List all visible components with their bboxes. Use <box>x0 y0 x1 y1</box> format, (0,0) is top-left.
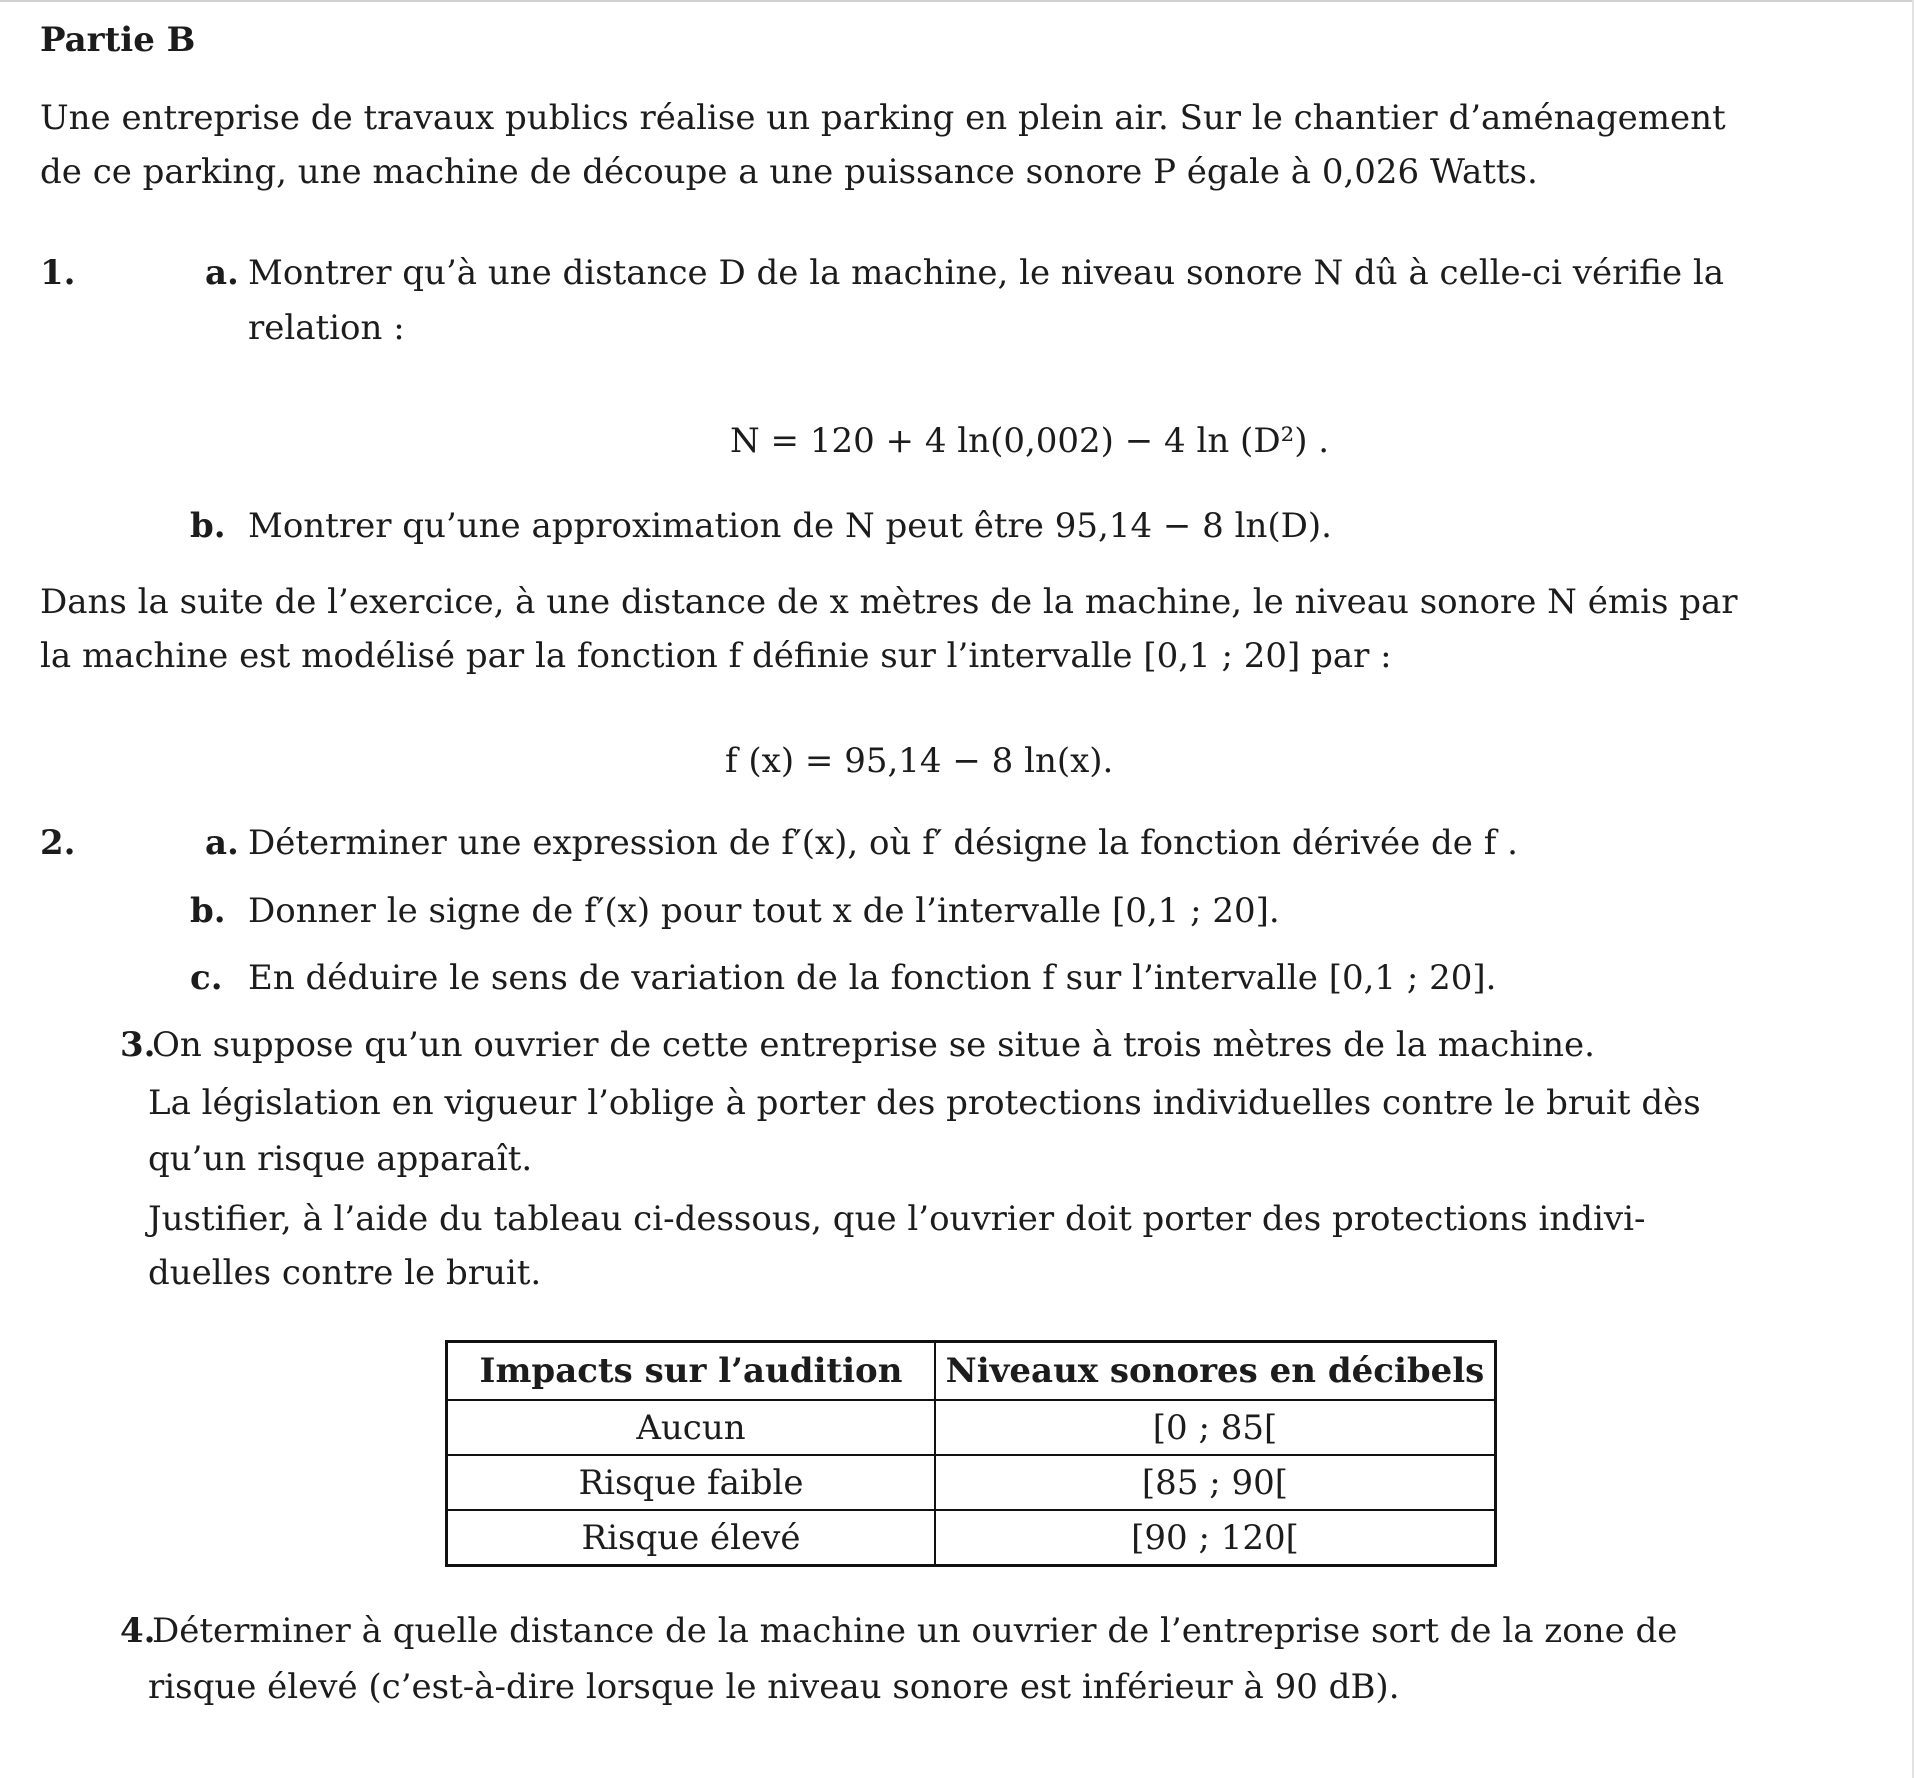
question-1a-text: Montrer qu’à une distance D de la machine, le niveau sonore N dû à celle-ci vérifie la <box>248 253 1725 293</box>
question-2a-text: Déterminer une expression de f′(x), où f′ désigne la fonction dérivée de f . <box>248 823 1518 863</box>
model-line-2: la machine est modélisé par la fonction f définie sur l’intervalle [0,1 ; 20] par : <box>40 636 1392 676</box>
question-3-line-5: duelles contre le bruit. <box>148 1253 542 1293</box>
table-header-impact: Impacts sur l’audition <box>447 1342 936 1401</box>
table-row <box>447 1455 1496 1510</box>
question-1b-text: Montrer qu’une approximation de N peut être 95,14 − 8 ln(D). <box>248 506 1332 546</box>
question-2b-text: Donner le signe de f′(x) pour tout x de l’intervalle [0,1 ; 20]. <box>248 891 1280 931</box>
table-row <box>447 1510 1496 1566</box>
table-cell-impact: Aucun <box>447 1400 936 1455</box>
question-2c-text: En déduire le sens de variation de la fonction f sur l’intervalle [0,1 ; 20]. <box>248 958 1497 998</box>
table-cell-level: [85 ; 90[ <box>935 1455 1496 1510</box>
table-cell-impact: Risque faible <box>447 1455 936 1510</box>
question-2-number: 2. <box>40 823 76 863</box>
intro-line-1: Une entreprise de travaux publics réalise un parking en plein air. Sur le chantier d’aménagement <box>40 98 1726 138</box>
question-4-line-1: Déterminer à quelle distance de la machine un ouvrier de l’entreprise sort de la zone de <box>152 1611 1678 1651</box>
question-3-line-1: On suppose qu’un ouvrier de cette entreprise se situe à trois mètres de la machine. <box>152 1025 1595 1065</box>
question-3-line-4: Justifier, à l’aide du tableau ci-dessous, que l’ouvrier doit porter des protections indivi- <box>148 1199 1646 1239</box>
question-3-line-2: La législation en vigueur l’oblige à porter des protections individuelles contre le bruit dès <box>148 1083 1701 1123</box>
question-2a-label: a. <box>205 823 239 863</box>
section-heading: Partie B <box>40 20 196 60</box>
question-2c-label: c. <box>190 958 223 998</box>
table-cell-impact: Risque élevé <box>447 1510 936 1566</box>
intro-line-2: de ce parking, une machine de découpe a une puissance sonore P égale à 0,026 Watts. <box>40 152 1538 192</box>
question-1a-text-cont: relation : <box>248 308 405 348</box>
formula-n: N = 120 + 4 ln(0,002) − 4 ln (D²) . <box>730 421 1330 461</box>
question-2b-label: b. <box>190 891 226 931</box>
table-row <box>447 1400 1496 1455</box>
table-header-row <box>447 1342 1496 1401</box>
top-border <box>0 0 1914 2</box>
table-cell-level: [0 ; 85[ <box>935 1400 1496 1455</box>
question-3-line-3: qu’un risque apparaît. <box>148 1139 533 1179</box>
table-header-levels: Niveaux sonores en décibels <box>935 1342 1496 1401</box>
question-4-line-2: risque élevé (c’est-à-dire lorsque le niveau sonore est inférieur à 90 dB). <box>148 1667 1400 1707</box>
question-4-number: 4. <box>120 1611 156 1651</box>
hearing-impact-table <box>445 1340 1497 1567</box>
question-3-number: 3. <box>120 1025 156 1065</box>
model-line-1: Dans la suite de l’exercice, à une distance de x mètres de la machine, le niveau sonore N émis par <box>40 582 1738 622</box>
question-1a-label: a. <box>205 253 239 293</box>
question-1b-label: b. <box>190 506 226 546</box>
table-cell-level: [90 ; 120[ <box>935 1510 1496 1566</box>
question-1-number: 1. <box>40 253 76 293</box>
formula-f: f (x) = 95,14 − 8 ln(x). <box>725 741 1114 781</box>
